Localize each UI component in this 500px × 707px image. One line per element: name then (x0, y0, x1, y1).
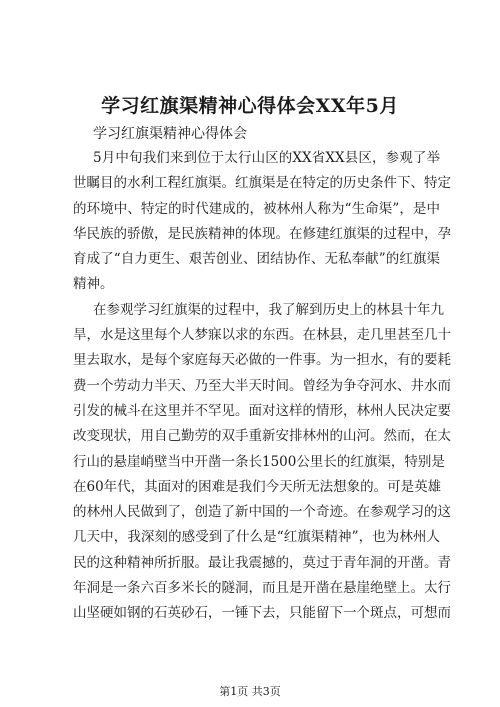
text-line: 行山的悬崖峭壁当中开凿一条长1500公里长的红旗渠，特别是 (73, 453, 445, 470)
text-line: 的林州人民做到了，创造了新中国的一个奇迹。在参观学习的这 (73, 504, 451, 521)
document-subtitle: 学习红旗渠精神心得体会 (93, 126, 247, 142)
text-line: 改变现状，用自己勤劳的双手重新安排林州的山河。然而，在太 (73, 428, 451, 445)
text-line: 在参观学习红旗渠的过程中，我了解到历史上的林县十年九 (93, 301, 444, 318)
text-line: 华民族的骄傲，是民族精神的体现。在修建红旗渠的过程中，孕 (73, 225, 451, 242)
text-line: 年洞是一条六百多米长的隧洞，而且是开凿在悬崖绝壁上。太行 (73, 580, 451, 597)
page-footer: 第1页 共3页 (219, 685, 281, 698)
document-title: 学习红旗渠精神心得体会XX年5月 (101, 95, 399, 117)
text-line: 的环境中、特定的时代建成的，被林州人称为“生命渠”，是中 (73, 200, 440, 217)
text-line: 民的这种精神所折服。最让我震撼的，莫过于青年洞的开凿。青 (73, 554, 451, 571)
text-line: 在60年代，其面对的困难是我们今天所无法想象的。可是英雄 (73, 478, 442, 495)
text-line: 几天中，我深刻的感受到了什么是“红旗渠精神”，也为林州人 (73, 529, 440, 546)
text-line: 引发的械斗在这里并不罕见。面对这样的情形，林州人民决定要 (73, 402, 451, 419)
text-line: 旱，水是这里每个人梦寐以求的东西。在林县，走几里甚至几十 (73, 327, 451, 344)
text-line: 费一个劳动力半天、乃至大半天时间。曾经为争夺河水、井水而 (73, 377, 451, 394)
text-line: 山坚硬如钢的石英砂石，一锤下去，只能留下一个斑点，可想而 (73, 605, 451, 622)
text-line: 世瞩目的水利工程红旗渠。红旗渠是在特定的历史条件下、特定 (73, 175, 451, 192)
text-line: 育成了“自力更生、艰苦创业、团结协作、无私奉献”的红旗渠 (73, 251, 440, 268)
text-line: 精神。 (73, 276, 114, 293)
text-line: 5月中旬我们来到位于太行山区的XX省XX县区，参观了举 (93, 150, 440, 166)
text-line: 里去取水，是每个家庭每天必做的一件事。为一担水，有的要耗 (73, 352, 451, 369)
body-text (73, 146, 451, 627)
